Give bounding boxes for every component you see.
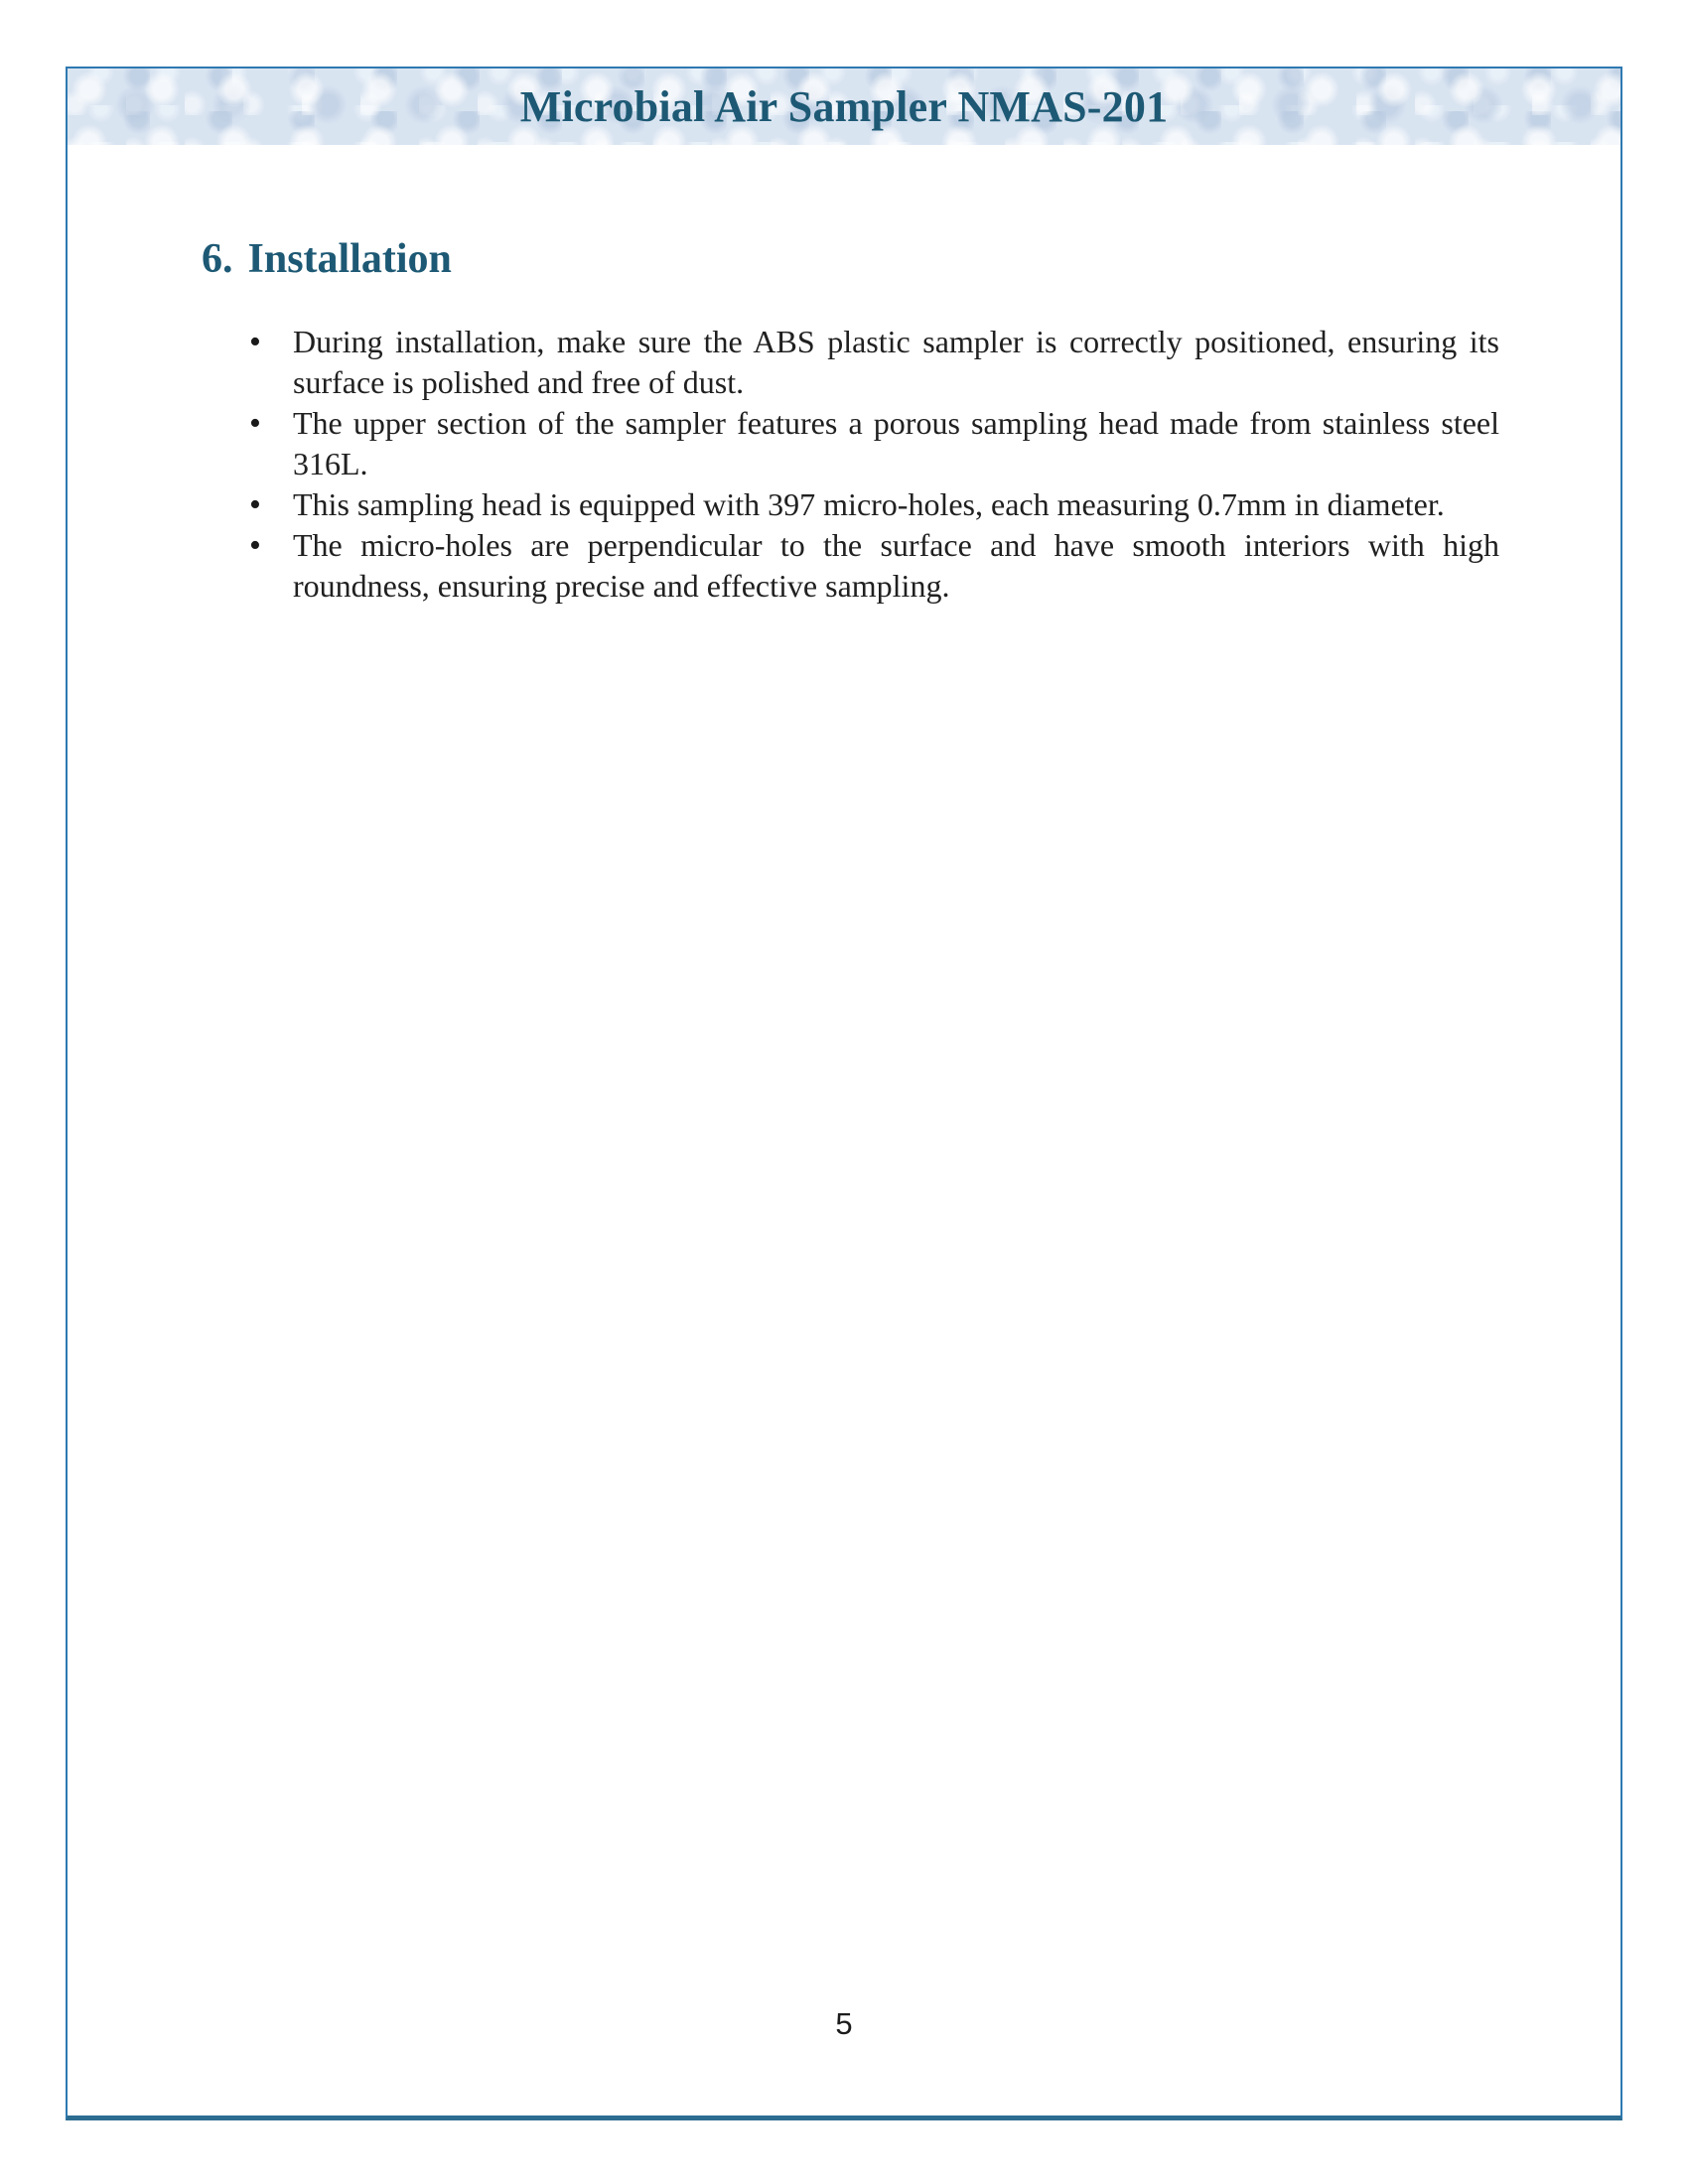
page-frame xyxy=(66,67,1622,2120)
list-item-text: The upper section of the sampler features a porous sampling head made from stainless steel 316L. xyxy=(293,405,1499,481)
list-item xyxy=(293,484,1499,525)
section-number: 6. xyxy=(202,236,233,282)
section-title: Installation xyxy=(247,236,452,282)
list-item xyxy=(293,525,1499,607)
section-heading xyxy=(202,234,1620,284)
page-number: 5 xyxy=(835,2006,853,2041)
bullet-list xyxy=(68,322,1620,607)
list-item xyxy=(293,322,1499,403)
header-banner xyxy=(68,68,1620,145)
document-title: Microbial Air Sampler NMAS-201 xyxy=(519,81,1169,131)
content-area xyxy=(68,234,1620,607)
list-item-text: This sampling head is equipped with 397 micro-holes, each measuring 0.7mm in diameter. xyxy=(293,486,1445,522)
list-item-text: The micro-holes are perpendicular to the surface and have smooth interiors with high roundness, ensuring precise and effective sampling. xyxy=(293,527,1499,604)
list-item-text: During installation, make sure the ABS plastic sampler is correctly positioned, ensuring its surface is polished and free of dust. xyxy=(293,324,1499,400)
list-item xyxy=(293,403,1499,484)
